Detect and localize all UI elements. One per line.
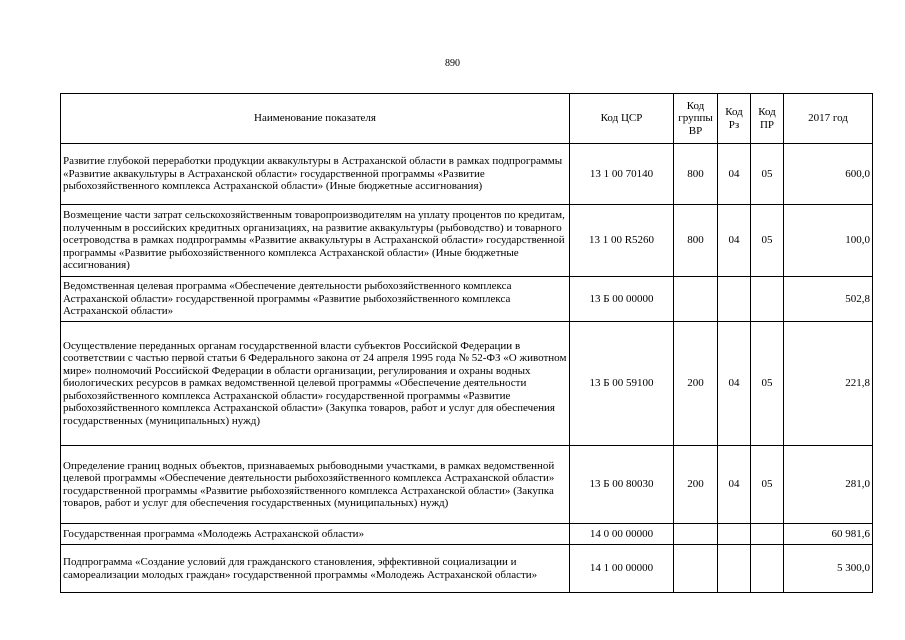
row-csr: 13 Б 00 80030 xyxy=(570,446,674,524)
row-rz: 04 xyxy=(718,322,751,446)
row-csr: 13 1 00 R5260 xyxy=(570,205,674,277)
row-vr: 200 xyxy=(674,446,718,524)
row-amount: 5 300,0 xyxy=(784,545,873,593)
row-vr: 800 xyxy=(674,205,718,277)
row-name: Возмещение части затрат сельскохозяйственным товаропроизводителям на уплату процентов по кредитам, полученным в российских кредитных организациях, на развитие аквакультуры (рыбоводство) и товарного осетроводства в рамках подпрограммы «Развитие аквакультуры в Астраханской области» государственной программы «Развитие рыбохозяйственного комплекса Астраханской области» (Иные бюджетные ассигнования) xyxy=(61,205,570,277)
row-amount: 281,0 xyxy=(784,446,873,524)
row-name: Государственная программа «Молодежь Астраханской области» xyxy=(61,524,570,545)
table-row xyxy=(61,277,873,322)
row-rz: 04 xyxy=(718,446,751,524)
row-pr xyxy=(751,545,784,593)
row-pr: 05 xyxy=(751,144,784,205)
row-amount: 100,0 xyxy=(784,205,873,277)
row-rz xyxy=(718,524,751,545)
row-pr: 05 xyxy=(751,446,784,524)
row-csr: 14 1 00 00000 xyxy=(570,545,674,593)
row-name: Ведомственная целевая программа «Обеспечение деятельности рыбохозяйственного комплекса Астраханской области» государственной программы «Развитие рыбохозяйственного комплекса Астраханской области» xyxy=(61,277,570,322)
row-rz: 04 xyxy=(718,205,751,277)
row-vr xyxy=(674,545,718,593)
header-csr-code: Код ЦСР xyxy=(570,94,674,144)
row-amount: 502,8 xyxy=(784,277,873,322)
row-pr: 05 xyxy=(751,205,784,277)
table-row xyxy=(61,322,873,446)
row-csr: 14 0 00 00000 xyxy=(570,524,674,545)
table-row xyxy=(61,545,873,593)
row-amount: 221,8 xyxy=(784,322,873,446)
row-pr xyxy=(751,524,784,545)
row-amount: 600,0 xyxy=(784,144,873,205)
row-vr xyxy=(674,277,718,322)
row-csr: 13 1 00 70140 xyxy=(570,144,674,205)
header-name: Наименование показателя xyxy=(61,94,570,144)
row-rz xyxy=(718,545,751,593)
table-row xyxy=(61,205,873,277)
header-rz-code: Код Рз xyxy=(718,94,751,144)
page-number: 890 xyxy=(445,58,460,69)
row-pr: 05 xyxy=(751,322,784,446)
row-csr: 13 Б 00 00000 xyxy=(570,277,674,322)
header-vr-code: Код группы ВР xyxy=(674,94,718,144)
budget-table xyxy=(60,93,873,593)
row-name: Развитие глубокой переработки продукции аквакультуры в Астраханской области в рамках подпрограммы «Развитие аквакультуры в Астраханской области» государственной программы «Развитие рыбохозяйственного комплекса Астраханской области» (Иные бюджетные ассигнования) xyxy=(61,144,570,205)
table-row xyxy=(61,446,873,524)
row-rz xyxy=(718,277,751,322)
header-year: 2017 год xyxy=(784,94,873,144)
row-amount: 60 981,6 xyxy=(784,524,873,545)
row-vr xyxy=(674,524,718,545)
row-vr: 800 xyxy=(674,144,718,205)
row-vr: 200 xyxy=(674,322,718,446)
row-name: Подпрограмма «Создание условий для гражданского становления, эффективной социализации и самореализации молодых граждан» государственной программы «Молодежь Астраханской области» xyxy=(61,545,570,593)
header-pr-code: Код ПР xyxy=(751,94,784,144)
table-row xyxy=(61,144,873,205)
table-header-row xyxy=(61,94,873,144)
row-pr xyxy=(751,277,784,322)
row-csr: 13 Б 00 59100 xyxy=(570,322,674,446)
row-rz: 04 xyxy=(718,144,751,205)
table-row xyxy=(61,524,873,545)
row-name: Осуществление переданных органам государственной власти субъектов Российской Федерации в соответствии с частью первой статьи 6 Федерального закона от 24 апреля 1995 года № 52-ФЗ «О животном мире» полномочий Российской Федерации в области организации, регулирования и охраны водных биологических ресурсов в рамках ведомственной целевой программы «Обеспечение деятельности рыбохозяйственного комплекса Астраханской области» государственной программы «Развитие рыбохозяйственного комплекса Астраханской области» (Закупка товаров, работ и услуг для обеспечения государственных (муниципальных) нужд) xyxy=(61,322,570,446)
row-name: Определение границ водных объектов, признаваемых рыбоводными участками, в рамках ведомственной целевой программы «Обеспечение деятельности рыбохозяйственного комплекса Астраханской области» государственной программы «Развитие рыбохозяйственного комплекса Астраханской области» (Закупка товаров, работ и услуг для обеспечения государственных (муниципальных) нужд) xyxy=(61,446,570,524)
